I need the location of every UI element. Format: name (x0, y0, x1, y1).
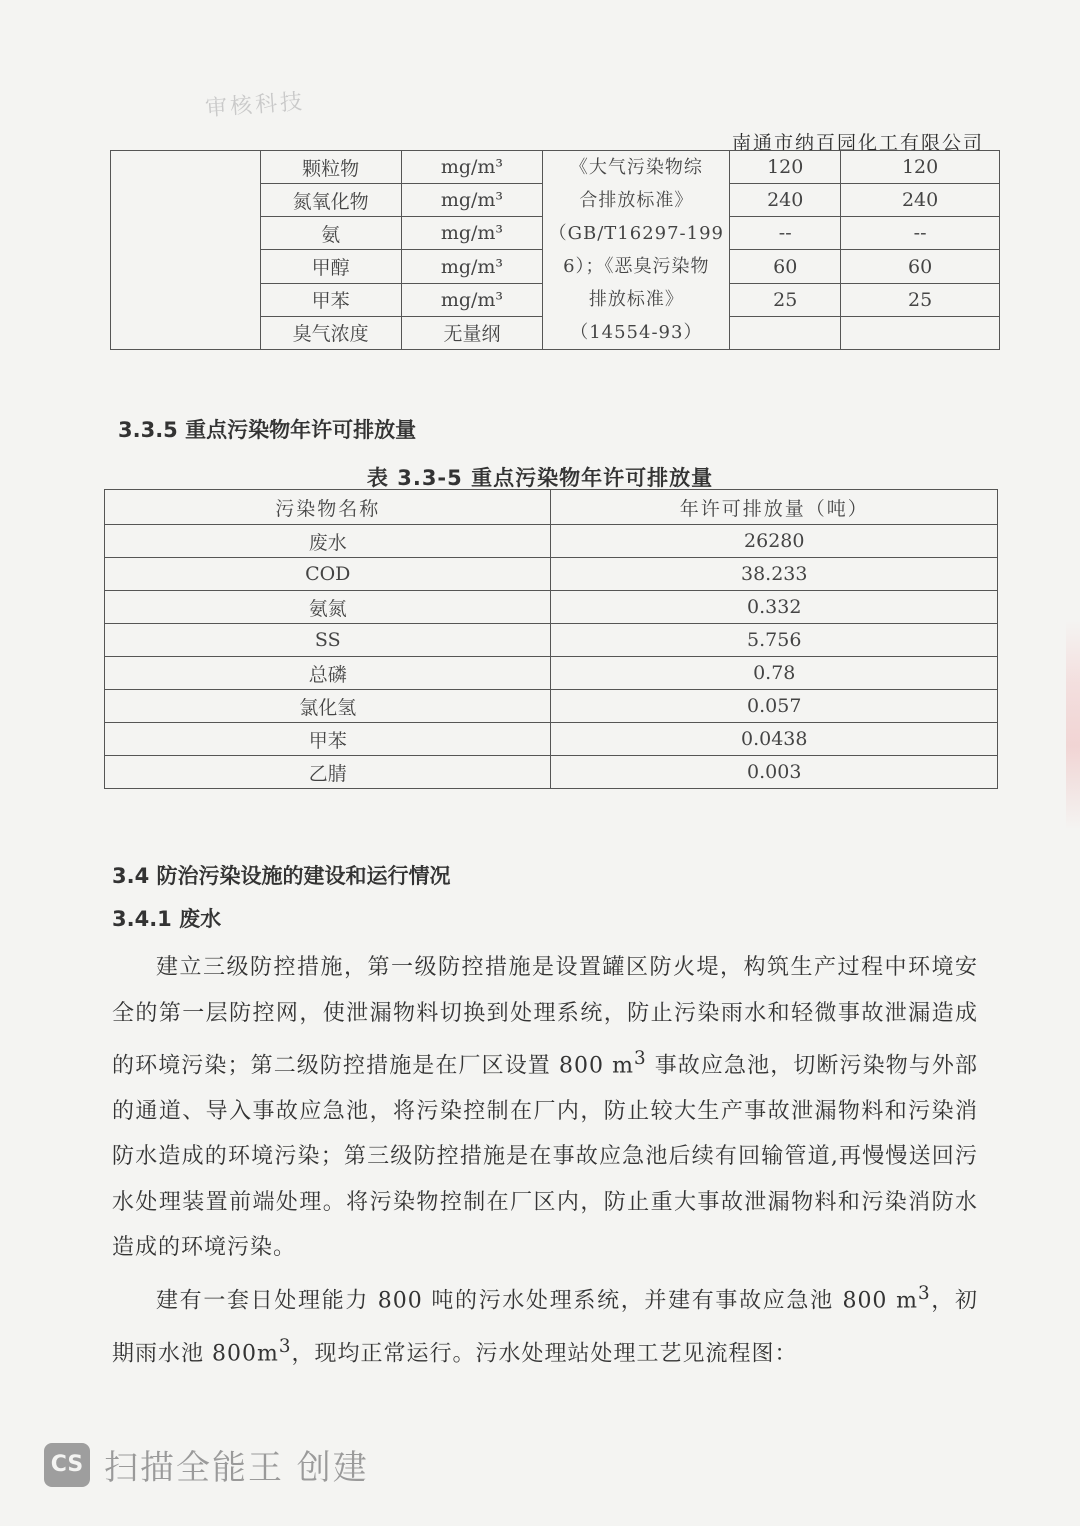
table-row (105, 624, 998, 657)
company-name: 南通市纳百园化工有限公司 (731, 132, 984, 154)
pollutant-name: 甲苯 (105, 723, 551, 756)
emission-value: 0.003 (551, 756, 998, 789)
unit-cell: mg/m³ (401, 184, 543, 217)
limit-value: 60 (730, 250, 841, 283)
body-text (112, 945, 978, 1376)
pollutant-name: 氮氧化物 (260, 184, 401, 217)
standard-line: 6）；《恶臭污染物 (563, 256, 710, 277)
section-heading-3-3-5: 3.3.5 重点污染物年许可排放量 (118, 418, 417, 442)
pollutant-name: 氨氮 (105, 591, 551, 624)
superscript: 3 (633, 1048, 647, 1069)
limit-value: 240 (730, 184, 841, 217)
pollutant-name: 废水 (105, 525, 551, 558)
pollutant-name: 臭气浓度 (260, 316, 401, 349)
unit-cell: 无量纲 (401, 316, 543, 349)
table-row (111, 151, 1000, 184)
table-row (105, 690, 998, 723)
superscript: 3 (278, 1335, 292, 1357)
pollutant-name: COD (105, 558, 551, 591)
pollutant-name: SS (105, 624, 551, 657)
column-header: 污染物名称 (105, 490, 551, 525)
watermark-text: 扫描全能王 创建 (104, 1448, 369, 1488)
limit-value: -- (730, 217, 841, 250)
table-row (105, 756, 998, 789)
standard-line: 排放标准》 (588, 289, 684, 310)
standard-line: （14554-93） (570, 322, 703, 343)
emission-value: 0.78 (551, 657, 998, 690)
paragraph (112, 945, 978, 1271)
table-row (105, 591, 998, 624)
table-row (105, 657, 998, 690)
pollutant-name: 氯化氢 (105, 690, 551, 723)
emission-value: 0.0438 (551, 723, 998, 756)
limit-value (841, 316, 1000, 349)
table-row (105, 525, 998, 558)
subsection-heading-3-4-1: 3.4.1 废水 (112, 907, 222, 931)
standard-line: 《大气污染物综 (569, 157, 703, 178)
emission-value: 26280 (551, 525, 998, 558)
emission-value: 5.756 (551, 624, 998, 657)
limit-value: 240 (841, 184, 1000, 217)
emission-value: 0.332 (551, 591, 998, 624)
standard-line: （GB/T16297-199 (548, 223, 725, 244)
handwritten-note: 审核科技 (204, 89, 306, 122)
pollutant-name: 甲苯 (260, 283, 401, 316)
empty-cell (111, 151, 261, 350)
limit-value: 25 (841, 283, 1000, 316)
limit-value: -- (841, 217, 1000, 250)
text-run: 建有一套日处理能力 800 吨的污水处理系统，并建有事故应急池 800 m (156, 1288, 918, 1314)
pollutant-name: 氨 (260, 217, 401, 250)
pollutant-name: 甲醇 (260, 250, 401, 283)
superscript: 3 (917, 1282, 931, 1304)
text-run: 建立三级防控措施，第一级防控措施是设置罐区防火堤，构筑生产过程中环境安全的第一层防控网，使泄漏物料切换到处理系统，防止污染雨水和轻微事故泄漏造成的环境污染；第二级防控措施是在厂区设置 800 m (112, 955, 978, 1079)
limit-value: 120 (730, 151, 841, 184)
limit-value: 60 (841, 250, 1000, 283)
limit-value (730, 316, 841, 349)
limit-value: 120 (841, 151, 1000, 184)
unit-cell: mg/m³ (401, 151, 543, 184)
pollutant-name: 总磷 (105, 657, 551, 690)
emission-value: 38.233 (551, 558, 998, 591)
emission-standard-table (110, 150, 1000, 350)
pollutant-name: 乙腈 (105, 756, 551, 789)
table-caption: 表 3.3-5 重点污染物年许可排放量 (366, 466, 714, 490)
paragraph (112, 1271, 978, 1377)
pollutant-name: 颗粒物 (260, 151, 401, 184)
table-row (105, 558, 998, 591)
unit-cell: mg/m³ (401, 217, 543, 250)
emission-value: 0.057 (551, 690, 998, 723)
standard-reference (543, 151, 730, 350)
unit-cell: mg/m³ (401, 250, 543, 283)
standard-line: 合排放标准》 (579, 190, 694, 211)
stamp-mark (1066, 620, 1080, 830)
text-run: ，初期雨水池 800m (112, 1288, 978, 1366)
table-row (105, 723, 998, 756)
section-heading-3-4: 3.4 防治污染设施的建设和运行情况 (112, 864, 451, 888)
camscanner-logo-icon: CS (44, 1443, 90, 1487)
column-header: 年许可排放量（吨） (551, 490, 998, 525)
table-header-row (105, 490, 998, 525)
unit-cell: mg/m³ (401, 283, 543, 316)
text-run: 事故应急池，切断污染物与外部的通道、导入事故应急池，将污染控制在厂内，防止较大生产事故泄漏物料和污染消防水造成的环境污染；第三级防控措施是在事故应急池后续有回输管道,再慢慢送回污水处理装置前端处理。将污染物控制在厂区内，防止重大事故泄漏物料和污染消防水造成的环境污染。 (112, 1053, 978, 1261)
limit-value: 25 (730, 283, 841, 316)
text-run: ，现均正常运行。污水处理站处理工艺见流程图： (291, 1340, 798, 1366)
annual-emission-table (104, 489, 998, 789)
scanner-watermark (44, 1440, 369, 1489)
